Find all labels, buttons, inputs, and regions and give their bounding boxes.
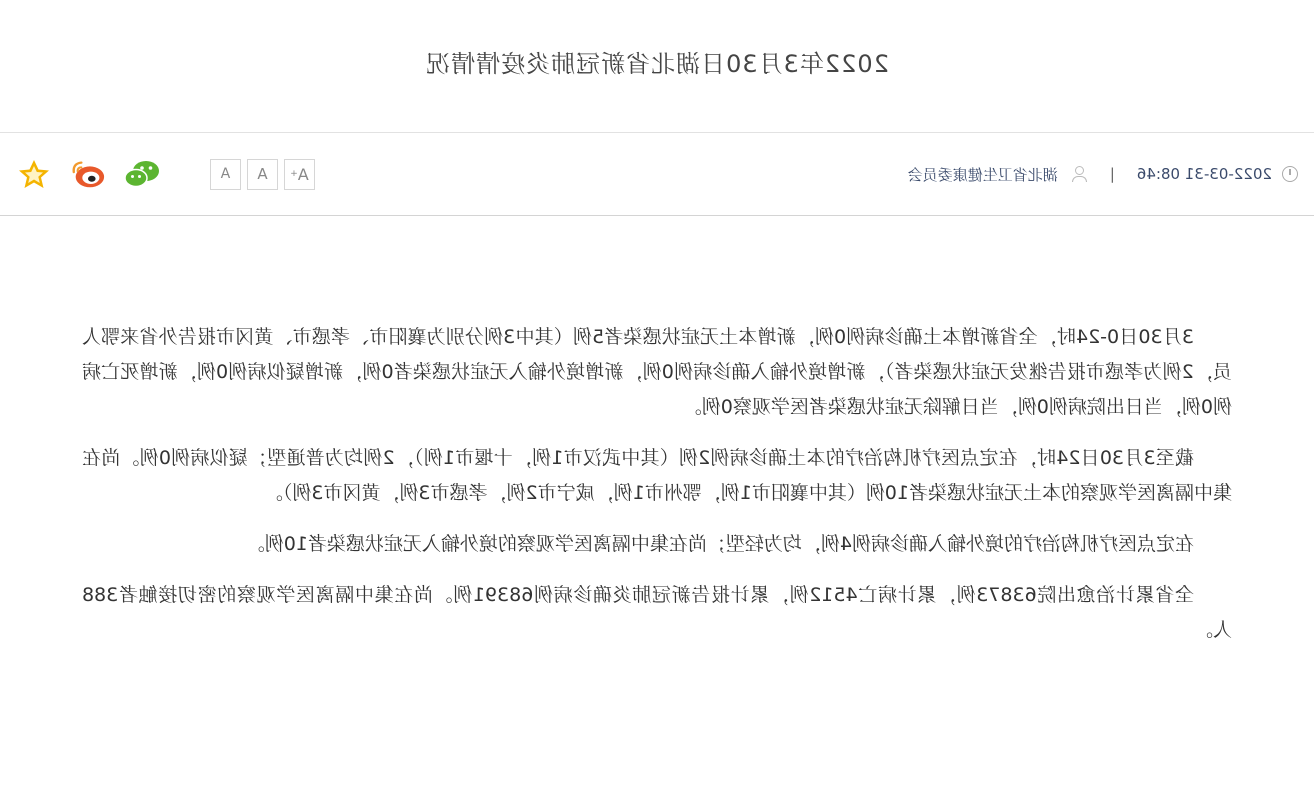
article-source: 湖北省卫生健康委员会: [907, 165, 1058, 184]
article-paragraph: 截至3月30日24时，在定点医疗机构治疗的本土确诊病例2例（其中武汉市1例，十堰市1例），2例均为普通型；疑似病例0例。尚在集中隔离医学观察的本土无症状感染者10例（其中襄阳市1例，鄂州市1例，咸宁市2例，孝感市3例，黄冈市3例）。: [82, 447, 1232, 504]
wechat-icon[interactable]: [124, 156, 160, 192]
font-size-medium-button[interactable]: [247, 159, 278, 190]
publish-date: 2022-03-31 08:46: [1136, 165, 1272, 183]
font-size-small-button[interactable]: [210, 159, 241, 190]
font-size-large-sup: +: [290, 169, 298, 179]
article-paragraph: 3月30日0-24时，全省新增本土确诊病例0例，新增本土无症状感染者5例（其中3例分别为襄阳市、孝感市、黄冈市报告外省来鄂人员，2例为孝感市报告继发无症状感染者），新增境外输入确诊病例0例，新增境外输入无症状感染者0例，新增疑似病例0例，新增死亡病例0例，当日出院病例0例，当日解除无症状感染者医学观察0例。: [82, 326, 1232, 418]
article-body: [82, 320, 1232, 664]
font-size-medium-label: A: [257, 165, 268, 183]
font-size-large-label: A: [297, 164, 309, 184]
star-icon[interactable]: [16, 156, 52, 192]
article-meta: [908, 133, 1298, 215]
meta-separator: |: [1109, 165, 1115, 183]
weibo-icon[interactable]: [70, 156, 106, 192]
article-toolbar: [16, 133, 315, 215]
font-size-large-button[interactable]: [284, 159, 315, 190]
page-title: 2022年3月30日湖北省新冠肺炎疫情情况: [425, 49, 889, 78]
title-area: [0, 0, 1314, 133]
meta-bar: [0, 133, 1314, 216]
article-paragraph: 在定点医疗机构治疗的境外输入确诊病例4例，均为轻型；尚在集中隔离医学观察的境外输入无症状感染者10例。: [245, 533, 1194, 555]
font-size-small-label: A: [220, 166, 231, 182]
clock-icon: [1282, 166, 1298, 182]
article-paragraph: 全省累计治愈出院63873例，累计病亡4512例，累计报告新冠肺炎确诊病例68391例。尚在集中隔离医学观察的密切接触者388人。: [82, 584, 1232, 641]
person-icon: [1072, 166, 1088, 182]
